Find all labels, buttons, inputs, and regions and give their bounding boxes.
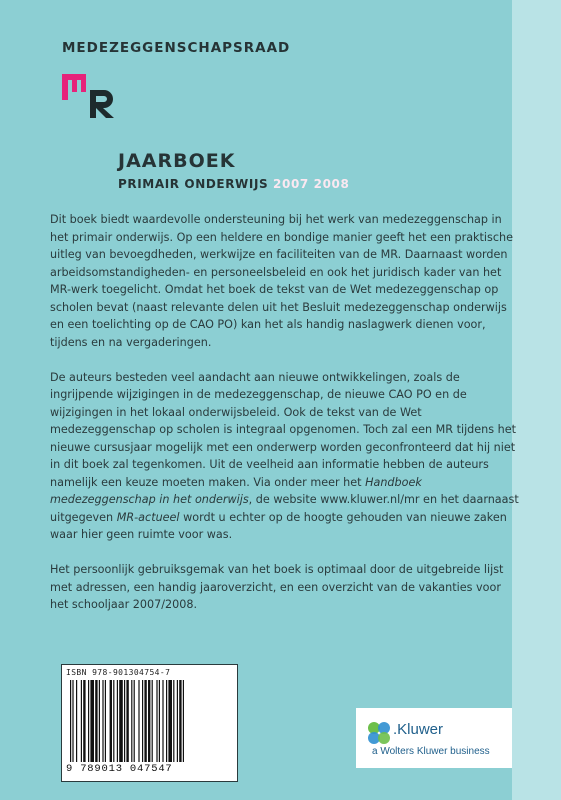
barcode-bar <box>95 680 97 762</box>
barcode-bar <box>83 680 85 762</box>
barcode-bar <box>183 680 184 762</box>
barcode-bar <box>173 680 174 762</box>
barcode-bar <box>148 680 150 762</box>
barcode-bar <box>90 680 94 762</box>
blurb-p2-part-c: wordt u echter op de hoogte gehouden van nieuwe zaken waar hier geen ruimte voor was. <box>50 510 507 541</box>
barcode-bar <box>152 680 153 762</box>
barcode-bar <box>156 680 157 762</box>
barcode-bar <box>177 680 178 762</box>
kluwer-globe-icon <box>366 720 392 746</box>
barcode-bar <box>126 680 128 762</box>
blurb-p2-part-b: , de website www.kluwer.nl/mr en het daarnaast uitgegeven <box>50 493 519 524</box>
barcode-bar <box>119 680 123 762</box>
book-year: 2007 2008 <box>273 177 350 191</box>
barcode-bar <box>159 680 160 762</box>
barcode-panel <box>61 664 238 782</box>
book-title: JAARBOEK <box>118 150 236 172</box>
mr-logo <box>62 68 122 118</box>
barcode-digits: 9 789013 047547 <box>66 763 173 775</box>
barcode-bars <box>70 680 228 762</box>
barcode-bar <box>70 680 71 762</box>
isbn-label: ISBN 978-901304754-7 <box>66 668 171 677</box>
barcode-bar <box>88 680 89 762</box>
series-title: MEDEZEGGENSCHAPSRAAD <box>62 40 291 56</box>
barcode-bar <box>113 680 114 762</box>
publisher-name: .Kluwer <box>393 721 444 738</box>
barcode-bar <box>99 680 100 762</box>
blurb-paragraph-3: Het persoonlijk gebruiksgemak van het boek is optimaal door de uitgebreide lijst met adressen, een handig jaaroverzicht, en een overzicht van de vakanties voor het schooljaar 2007/2008. <box>50 563 504 611</box>
barcode-bar <box>72 680 73 762</box>
barcode-bar <box>134 680 135 762</box>
publisher-panel <box>356 708 512 768</box>
barcode-bar <box>138 680 139 762</box>
barcode-bar <box>168 680 172 762</box>
barcode-bar <box>76 680 77 762</box>
mr-logo-m <box>62 74 86 100</box>
barcode-bar <box>105 680 106 762</box>
barcode-bar <box>162 680 163 762</box>
barcode-bar <box>124 680 125 762</box>
book-subtitle-text: PRIMAIR ONDERWIJS <box>118 177 269 191</box>
barcode-bar <box>117 680 118 762</box>
barcode-bar <box>102 680 103 762</box>
barcode-bar <box>144 680 146 762</box>
blurb-paragraph-1: Dit boek biedt waardevolle ondersteuning bij het werk van medezeggenschap in het primair onderwijs. Op een heldere en bondige manier geeft het een praktische uitleg van bevoegdheden, werkwijze en faciliteiten van de MR. Daarnaast worden arbeidsomstandigheden- en personeelsbeleid en ook het juridisch kader van het MR-werk toegelicht. Omdat het boek de tekst van de Wet medezeggenschap op scholen bevat (naast relevante delen uit het Besluit medezeggenschap onderwijs en een toelichting op de CAO PO) kan het als handig naslagwerk dienen voor, tijdens en na vergaderingen. <box>50 213 513 349</box>
publisher-tagline: a Wolters Kluwer business <box>372 746 490 757</box>
blurb-p2-handbook-title: Handboek medezeggenschap in het onderwijs <box>50 475 422 506</box>
barcode-bar <box>166 680 167 762</box>
barcode-bar <box>81 680 82 762</box>
mr-logo-r <box>90 90 114 118</box>
barcode-bar <box>142 680 143 762</box>
barcode-bar <box>110 680 112 762</box>
blurb-p2-part-a: De auteurs besteden veel aandacht aan nieuwe ontwikkelingen, zoals de ingrijpende wijzigingen in de medezeggenschap, de nieuwe CAO PO en de wijzigingen in het lokaal onderwijsbeleid. Ook de tekst van de Wet medezeggenschap op scholen is integraal opgenomen. Toch zal een MR tijdens het nieuwe cursusjaar mogelijk met een onderwerp worden geconfronteerd dat hij niet in dit boek zal tegenkomen. Uit de veelheid aan informatie hebben de auteurs namelijk een keuze moeten maken. Via onder meer het <box>50 370 517 489</box>
book-subtitle <box>118 177 349 191</box>
back-cover-blurb <box>50 211 520 631</box>
barcode-bar <box>179 680 181 762</box>
barcode-bar <box>131 680 132 762</box>
blurb-p2-mr-actueel: MR-actueel <box>116 510 180 524</box>
blurb-paragraph-2 <box>50 369 520 544</box>
